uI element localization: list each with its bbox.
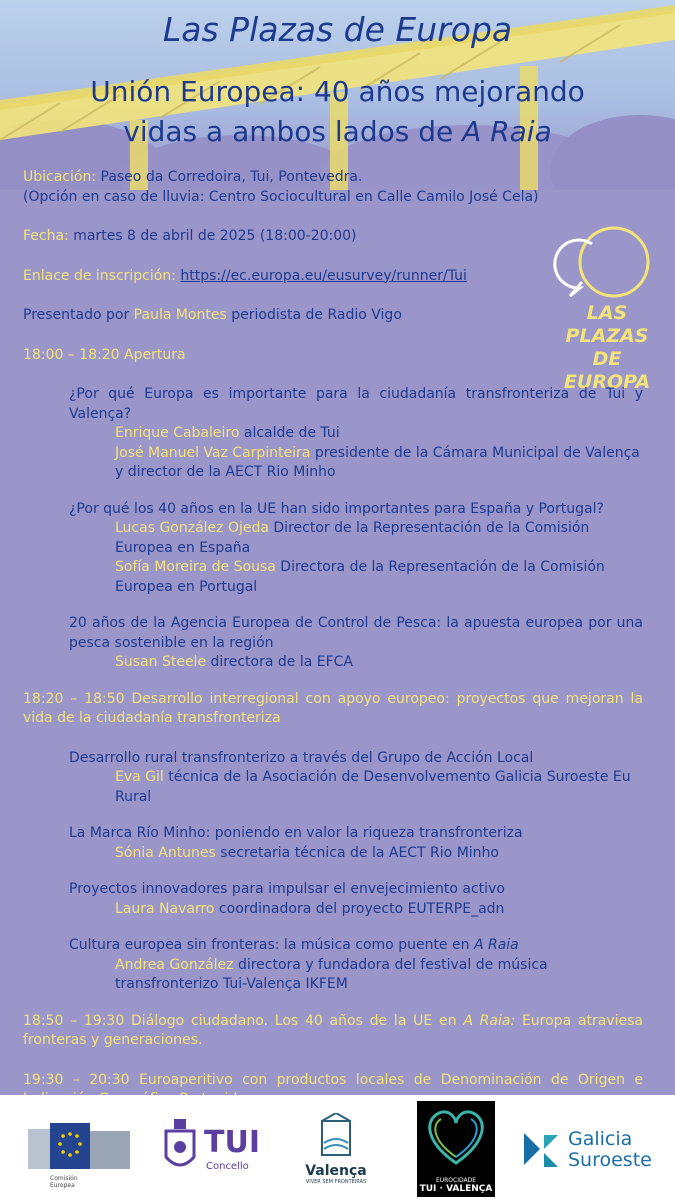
speaker-name: Enrique Cabaleiro xyxy=(115,425,240,441)
page-subtitle xyxy=(20,72,655,152)
speaker-name: Sofía Moreira de Sousa xyxy=(115,559,276,575)
valenca-sub: VIVER SEM FRONTEIRAS xyxy=(305,1179,367,1185)
heart-icon xyxy=(417,1101,495,1173)
comision-line2: Europea xyxy=(50,1182,75,1189)
tui-concello-logo xyxy=(160,1117,275,1177)
tui-label: TUI xyxy=(204,1125,260,1160)
subtitle-line2: vidas a ambos lados de xyxy=(123,115,463,148)
logo-line1: LAS PLAZAS xyxy=(565,302,649,347)
registration-label: Enlace de inscripción: xyxy=(23,267,176,284)
topic-agencia-pesca: 20 años de la Agencia Europea de Control de Pesca: la apuesta europea por una pesca sostenible en la región xyxy=(69,615,643,651)
speaker-name: Sónia Antunes xyxy=(115,844,216,861)
tui-crest-icon xyxy=(160,1117,200,1177)
date-value: martes 8 de abril de 2025 (18:00-20:00) xyxy=(73,228,357,244)
dialogo-raia: A Raia: xyxy=(463,1012,516,1029)
speaker-role: coordinadora del proyecto EUTERPE_adn xyxy=(214,900,505,917)
comision-line1: Comisión xyxy=(50,1175,78,1182)
dialogo-suffix: Europa atraviesa fronteras y generaciones. xyxy=(23,1012,643,1048)
topic-marca-rio-minho: La Marca Río Minho: poniendo en valor la riqueza transfronteriza xyxy=(69,825,523,841)
section-euroaperitivo: 19:30 – 20:30 Euroaperitivo con productos locales de Denominación de Origen e xyxy=(23,1071,643,1088)
presenter-name: Paula Montes xyxy=(133,307,227,323)
speaker-gonzalez-ojeda xyxy=(115,519,643,558)
topic-desarrollo-rural: Desarrollo rural transfronterizo a través del Grupo de Acción Local xyxy=(69,749,534,766)
speaker-name: Eva Gil xyxy=(115,769,164,785)
valenca-label: Valença xyxy=(305,1163,367,1179)
speaker-name: Lucas González Ojeda xyxy=(115,520,269,536)
speaker-role: secretaria técnica de la AECT Rio Minho xyxy=(215,844,499,861)
dialogo-text: 18:50 – 19:30 Diálogo ciudadano. Los 40 años de la UE en xyxy=(23,1012,464,1029)
speaker-role: directora de la EFCA xyxy=(206,654,354,670)
presenter-role: periodista de Radio Vigo xyxy=(226,307,402,323)
section-apertura-heading: 18:00 – 18:20 Apertura xyxy=(23,346,186,363)
date-label: Fecha: xyxy=(23,228,69,244)
galicia-suroeste-logo xyxy=(520,1129,665,1173)
location-label: Ubicación: xyxy=(23,169,97,185)
rain-option: (Opción en caso de lluvia: Centro Sociocultural en Calle Camilo José Cela) xyxy=(23,188,539,205)
location-value: Paseo da Corredoira, Tui, Pontevedra. xyxy=(100,169,363,185)
topic-40-anos-ue: ¿Por qué los 40 años en la UE han sido importantes para España y Portugal? xyxy=(69,500,604,517)
speaker-name: Laura Navarro xyxy=(115,900,215,917)
speaker-moreira-de-sousa xyxy=(115,558,643,597)
speaker-role: presidente de la Cámara Municipal de Valença y director de la AECT Rio Minho xyxy=(115,444,640,480)
event-program xyxy=(23,168,643,1130)
registration-link[interactable]: https://ec.europa.eu/eusurvey/runner/Tui xyxy=(180,267,467,284)
tui-sub: Concello xyxy=(206,1161,249,1172)
valenca-logo xyxy=(296,1113,376,1195)
speaker-name: Andrea González xyxy=(115,956,234,973)
speaker-role: Director de la Representación de la Comisión Europea en España xyxy=(115,520,590,556)
speaker-eva-gil xyxy=(115,768,643,807)
date-block xyxy=(23,227,643,247)
speaker-cabaleiro xyxy=(115,424,643,444)
eurocidade-sub1: EUROCIDADE xyxy=(435,1177,477,1184)
valenca-tower-icon xyxy=(296,1113,376,1159)
speaker-navarro xyxy=(115,900,643,920)
comision-europea-logo xyxy=(28,1119,133,1189)
speaker-steele xyxy=(115,653,643,673)
presenter-block xyxy=(23,306,643,326)
topic-cultura-musica xyxy=(69,936,643,956)
speaker-vaz-carpinteira xyxy=(115,444,643,483)
topic-raia: A Raia xyxy=(473,937,519,953)
presenter-prefix: Presentado por xyxy=(23,307,134,323)
topic-envejecimiento: Proyectos innovadores para impulsar el envejecimiento activo xyxy=(69,881,505,897)
galicia-suroeste-icon xyxy=(520,1129,562,1171)
speaker-name: José Manuel Vaz Carpinteira xyxy=(115,444,311,461)
speaker-role: técnica de la Asociación de Desenvolvemento Galicia Suroeste Eu Rural xyxy=(115,769,631,805)
topic-europa-importante: ¿Por qué Europa es importante para la ciudadanía transfronteriza de Tui y Valença? xyxy=(69,386,643,422)
speaker-role: directora y fundadora del festival de música transfronterizo Tui-Valença IKFEM xyxy=(115,956,548,992)
speaker-name: Susan Steele xyxy=(115,654,207,670)
galicia-line1: Galicia xyxy=(568,1128,633,1150)
speaker-role: Directora de la Representación de la Comisión Europea en Portugal xyxy=(115,559,605,595)
galicia-line2: Suroeste xyxy=(568,1149,652,1171)
topic-text: Cultura europea sin fronteras: la música como puente en xyxy=(69,937,474,953)
section-desarrollo-heading: 18:20 – 18:50 Desarrollo interregional con apoyo europeo: proyectos que mejoran la vida de la ciudadanía transfronteriza xyxy=(23,690,643,726)
location-block xyxy=(23,168,643,207)
eu-building-icon xyxy=(28,1119,133,1171)
section-dialogo xyxy=(23,1012,643,1051)
speaker-andrea-gonzalez xyxy=(115,956,643,995)
eurocidade-sub2: TUI · VALENÇA xyxy=(419,1184,493,1194)
partner-logos-footer xyxy=(0,1095,675,1200)
page-title: Las Plazas de Europa xyxy=(162,10,513,49)
subtitle-raia: A Raia xyxy=(462,115,552,148)
subtitle-line1: Unión Europea: 40 años mejorando xyxy=(90,75,585,108)
eurocidade-logo xyxy=(417,1101,495,1197)
logo-line2: DE EUROPA xyxy=(563,348,651,393)
registration-block xyxy=(23,267,643,287)
header-banner xyxy=(0,0,675,190)
speaker-role: alcalde de Tui xyxy=(239,425,340,441)
speaker-antunes xyxy=(115,844,643,864)
